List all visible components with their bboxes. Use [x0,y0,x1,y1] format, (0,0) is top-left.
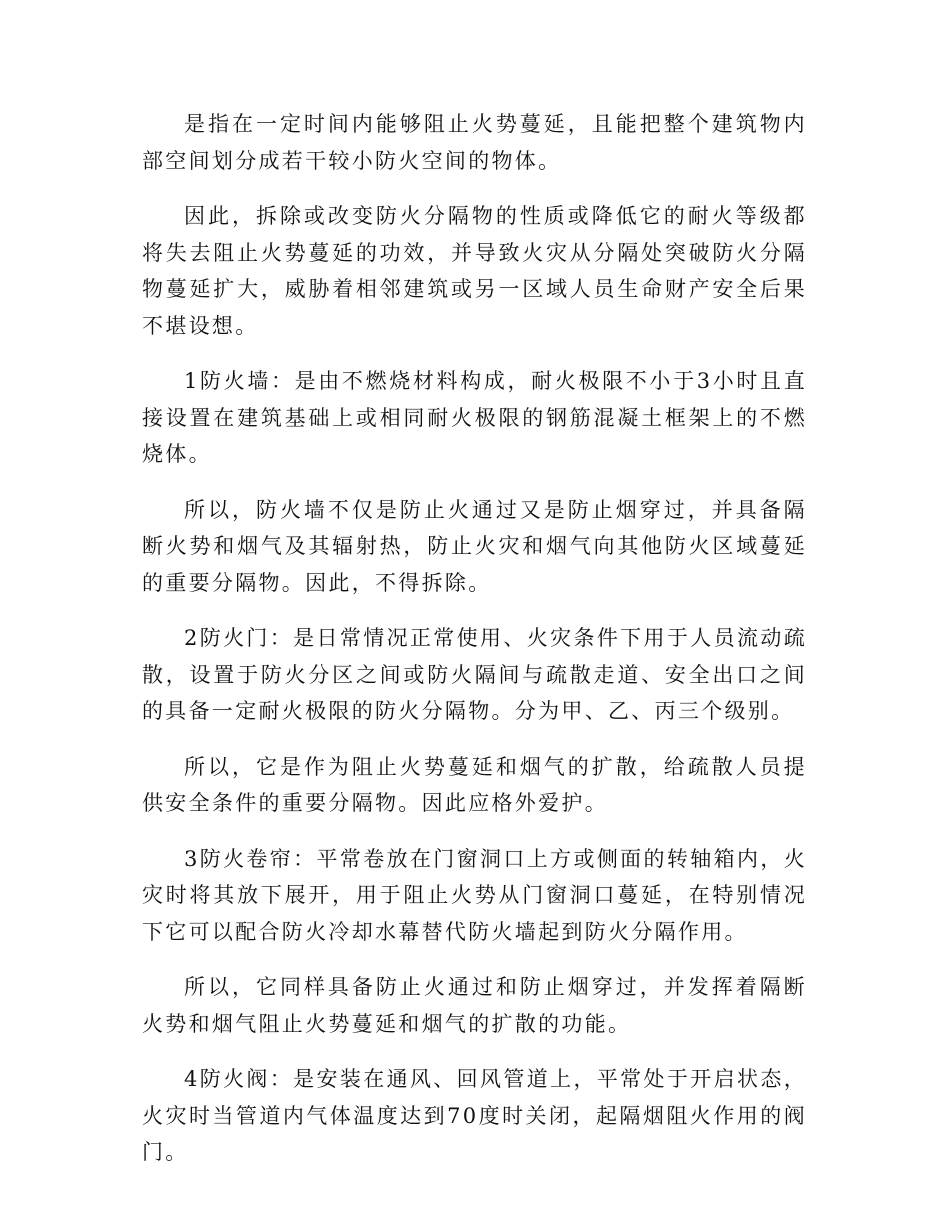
paragraph-fire-door: 2防火门：是日常情况正常使用、火灾条件下用于人员流动疏散，设置于防火分区之间或防火隔间与疏散走道、安全出口之间的具备一定耐火极限的防火分隔物。分为甲、乙、丙三个级别。 [142,626,807,723]
paragraph-fire-shutter: 3防火卷帘：平常卷放在门窗洞口上方或侧面的转轴箱内，火灾时将其放下展开，用于阻止火势从门窗洞口蔓延，在特别情况下它可以配合防火冷却水幕替代防火墙起到防火分隔作用。 [142,846,807,944]
document-body [142,106,807,1190]
paragraph-fire-wall-note: 所以，防火墙不仅是防止火通过又是防止烟穿过，并具备隔断火势和烟气及其辐射热，防止火灾和烟气向其他防火区域蔓延的重要分隔物。因此，不得拆除。 [142,497,807,595]
paragraph-fire-shutter-note: 所以，它同样具备防止火通过和防止烟穿过，并发挥着隔断火势和烟气阻止火势蔓延和烟气的扩散的功能。 [142,975,807,1036]
paragraph-definition: 是指在一定时间内能够阻止火势蔓延，且能把整个建筑物内部空间划分成若干较小防火空间的物体。 [142,112,807,173]
paragraph-fire-wall: 1防火墙：是由不燃烧材料构成，耐火极限不小于3小时且直接设置在建筑基础上或相同耐火极限的钢筋混凝土框架上的不燃烧体。 [142,369,807,466]
paragraph-fire-damper: 4防火阀：是安装在通风、回风管道上，平常处于开启状态，火灾时当管道内气体温度达到70度时关闭，起隔烟阻火作用的阀门。 [142,1067,807,1164]
paragraph-fire-door-note: 所以，它是作为阻止火势蔓延和烟气的扩散，给疏散人员提供安全条件的重要分隔物。因此应格外爱护。 [142,754,807,815]
paragraph-consequence: 因此，拆除或改变防火分隔物的性质或降低它的耐火等级都将失去阻止火势蔓延的功效，并导致火灾从分隔处突破防火分隔物蔓延扩大，威胁着相邻建筑或另一区域人员生命财产安全后果不堪设想。 [142,204,807,338]
